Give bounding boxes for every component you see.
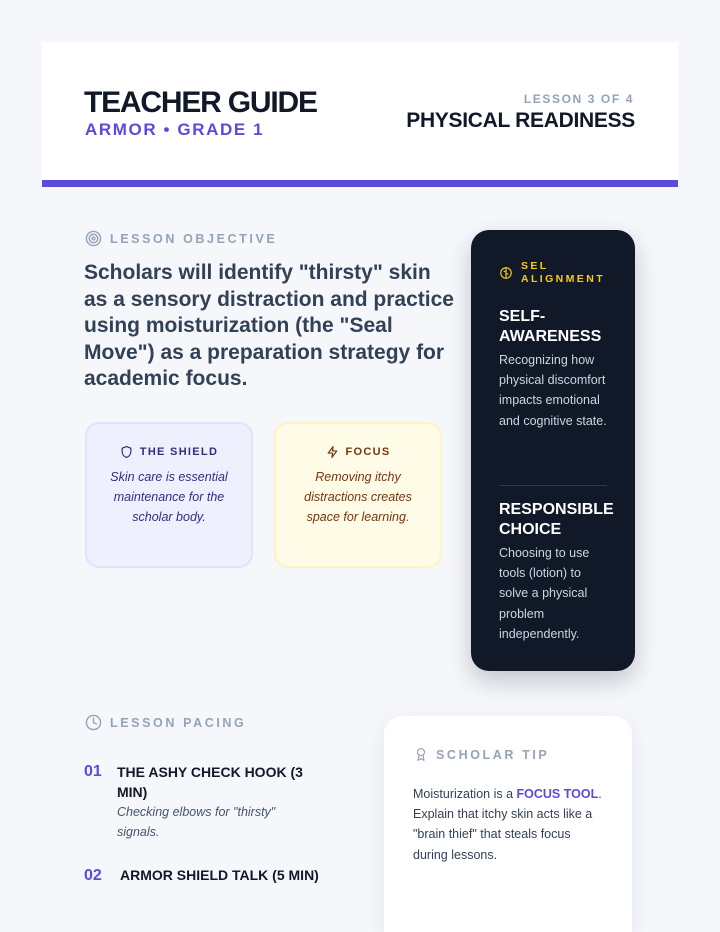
sel-divider <box>499 485 607 486</box>
lesson-name: PHYSICAL READINESS <box>406 109 635 132</box>
focus-card <box>274 422 442 568</box>
sel-label-line2: ALIGNMENT <box>521 273 606 285</box>
objective-label <box>85 230 277 247</box>
lightning-icon <box>326 445 339 459</box>
shield-card-label: THE SHIELD <box>139 446 219 458</box>
pacing-item-subtitle: Checking elbows for "thirsty" signals. <box>117 805 276 840</box>
pacing-label-text: LESSON PACING <box>110 715 247 730</box>
shield-card-text: Skin care is essential maintenance for the scholar body. <box>110 470 228 525</box>
lesson-number: LESSON 3 OF 4 <box>523 92 634 106</box>
guide-header <box>42 42 678 187</box>
shield-card-head <box>87 445 251 459</box>
shield-icon <box>120 445 133 459</box>
pacing-item-title: ARMOR SHIELD TALK (5 MIN) <box>120 867 319 883</box>
focus-card-head <box>276 445 440 459</box>
sel-item-text: Choosing to use tools (lotion) to solve a physical problem independently. <box>499 546 590 641</box>
pacing-item-title: THE ASHY CHECK HOOK (3 MIN) <box>117 764 303 800</box>
shield-card <box>85 422 253 568</box>
pacing-label <box>85 714 246 731</box>
sel-card-label <box>521 260 605 286</box>
guide-subtitle: ARMOR • GRADE 1 <box>85 120 265 139</box>
sel-item-text: Recognizing how physical discomfort impacts emotional and cognitive state. <box>499 353 607 428</box>
award-icon <box>414 746 428 763</box>
focus-card-label: FOCUS <box>345 446 391 458</box>
sel-item-title: RESPONSIBLE CHOICE <box>499 501 614 538</box>
tip-text-before: Moisturization is a <box>413 787 517 801</box>
pacing-item-number: 02 <box>84 867 102 884</box>
tip-label-text: SCHOLAR TIP <box>436 747 550 762</box>
objective-label-text: LESSON OBJECTIVE <box>110 231 278 246</box>
objective-text: Scholars will identify "thirsty" skin as a sensory distraction and practice using moisturization (the "Seal Move") as a preparation strategy for academic focus. <box>84 261 454 390</box>
scholar-tip-card <box>384 716 632 932</box>
sel-card-head <box>499 260 605 286</box>
tip-highlight: FOCUS TOOL <box>516 787 599 801</box>
tip-text <box>413 784 603 865</box>
sel-item-title: SELF-AWARENESS <box>499 308 602 345</box>
target-icon <box>85 230 102 247</box>
clock-icon <box>85 714 102 731</box>
pacing-item-number: 01 <box>84 763 102 780</box>
tip-label <box>414 746 549 763</box>
guide-title: TEACHER GUIDE <box>84 86 317 119</box>
brain-icon <box>499 266 513 280</box>
sel-label-line1: SEL <box>521 260 549 272</box>
focus-card-text: Removing itchy distractions creates space for learning. <box>304 470 412 525</box>
tip-text-after: . Explain that itchy skin acts like a "brain thief" that steals focus during lessons. <box>413 787 602 862</box>
